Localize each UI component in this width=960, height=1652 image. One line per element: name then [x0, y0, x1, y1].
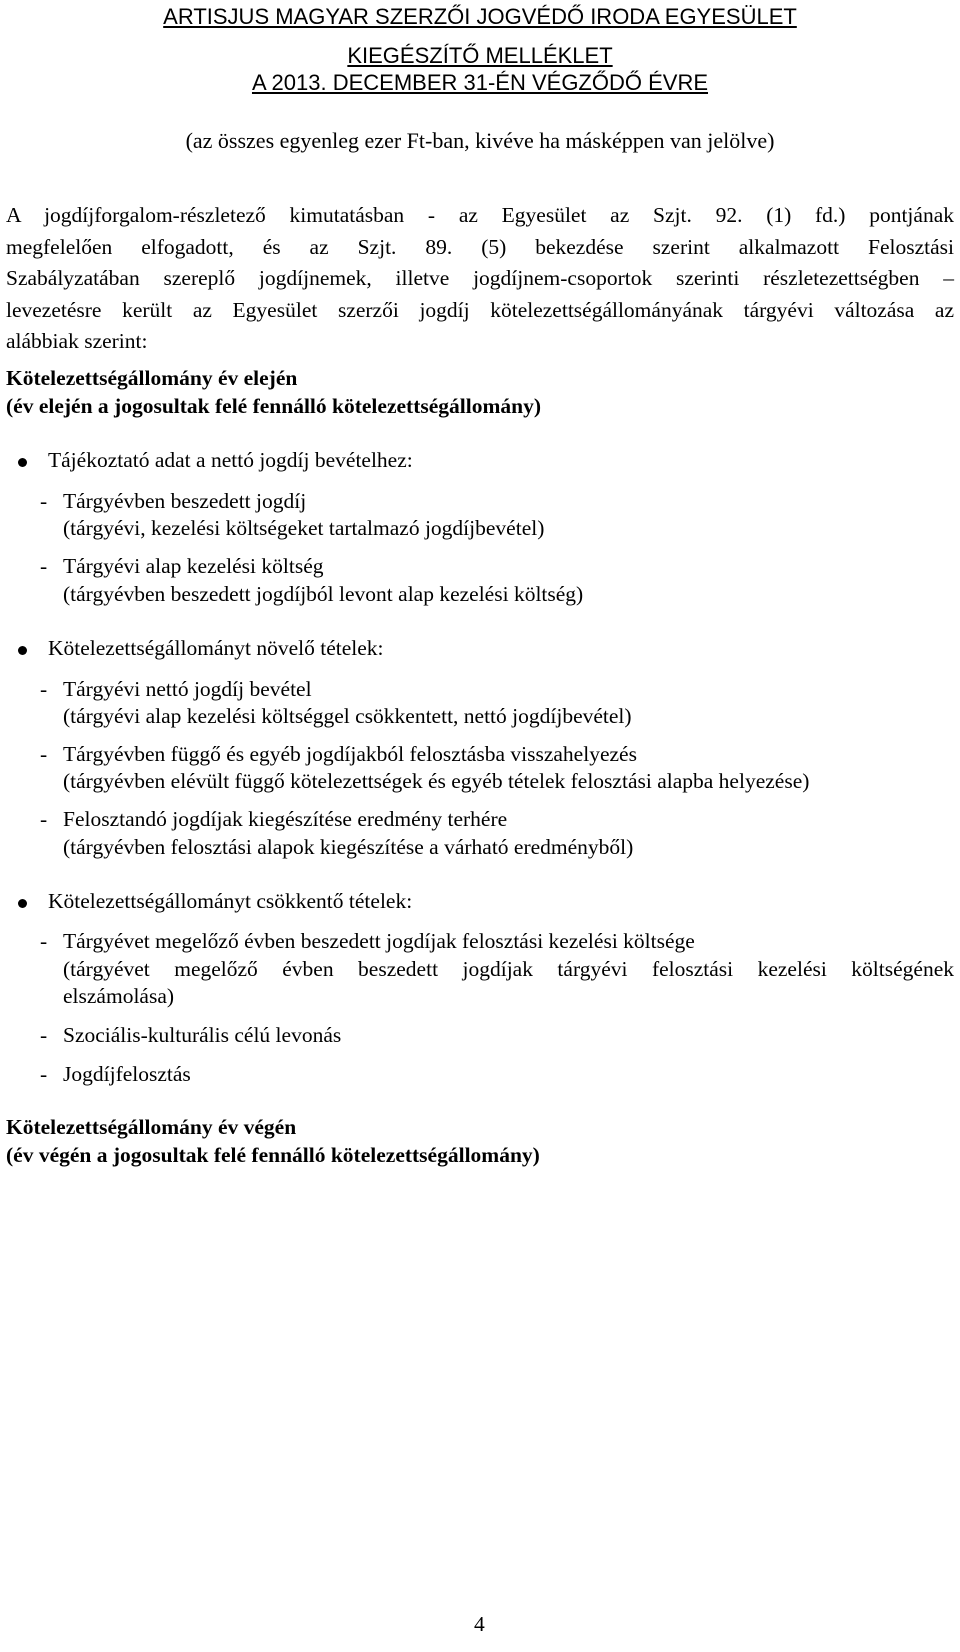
section-heading-decrease: Kötelezettségállományt csökkentő tételek: [48, 889, 413, 913]
intro-line: A jogdíjforgalom-részletező kimutatásban - az Egyesület az Szjt. 92. (1) fd.) pontjának [6, 203, 954, 227]
dash-marker: - [40, 929, 48, 953]
dash-marker: - [40, 1023, 48, 1047]
intro-line: alábbiak szerint: [6, 329, 148, 353]
dash-marker: - [40, 807, 48, 831]
item-label: Szociális-kulturális célú levonás [63, 1023, 342, 1047]
dash-marker: - [40, 677, 48, 701]
item-label: Tárgyévben beszedett jogdíj [63, 489, 307, 513]
closing-balance-title: Kötelezettségállomány év végén [6, 1115, 297, 1139]
closing-balance-subtitle: (év végén a jogosultak felé fennálló kötelezettségállomány) [6, 1143, 540, 1167]
opening-balance-subtitle: (év elején a jogosultak felé fennálló kötelezettségállomány) [6, 394, 541, 418]
intro-line: levezetésre került az Egyesület szerzői jogdíj kötelezettségállományának tárgyévi változása az [6, 297, 954, 322]
item-note: elszámolása) [63, 984, 175, 1008]
document-title: KIEGÉSZÍTŐ MELLÉKLET [347, 43, 613, 68]
dash-marker: - [40, 1062, 48, 1086]
section-heading-increase: Kötelezettségállományt növelő tételek: [48, 636, 384, 660]
dash-marker: - [40, 489, 48, 513]
item-label: Felosztandó jogdíjak kiegészítése eredmény terhére [63, 807, 508, 831]
intro-paragraph [6, 200, 954, 358]
bullet-icon [18, 646, 27, 655]
currency-note: (az összes egyenleg ezer Ft-ban, kivéve ha másképpen van jelölve) [185, 128, 775, 153]
bullet-icon [18, 458, 27, 467]
item-label: Tárgyévben függő és egyéb jogdíjakból felosztásba visszahelyezés [63, 742, 637, 766]
intro-line: Szabályzatában szereplő jogdíjnemek, illetve jogdíjnem-csoportok szerinti részletezettségben – [6, 266, 954, 290]
item-note: (tárgyévi alap kezelési költséggel csökkentett, nettó jogdíjbevétel) [63, 704, 632, 728]
item-label: Tárgyévi alap kezelési költség [63, 554, 324, 578]
intro-line: megfelelően elfogadott, és az Szjt. 89. (5) bekezdése szerint alkalmazott Felosztási [6, 234, 954, 259]
page-number: 4 [474, 1612, 485, 1636]
item-note: (tárgyévben felosztási alapok kiegészítése a várható eredményből) [63, 835, 634, 859]
organization-name: ARTISJUS MAGYAR SZERZŐI JOGVÉDŐ IRODA EGYESÜLET [163, 4, 797, 29]
item-note: (tárgyévet megelőző évben beszedett jogdíjak tárgyévi felosztási kezelési költségének [63, 957, 954, 981]
item-note: (tárgyévben beszedett jogdíjból levont alap kezelési költség) [63, 582, 584, 606]
opening-balance-title: Kötelezettségállomány év elején [6, 366, 298, 390]
item-label: Jogdíjfelosztás [63, 1062, 191, 1086]
bullet-icon [18, 899, 27, 908]
item-label: Tárgyévi nettó jogdíj bevétel [63, 677, 312, 701]
item-label: Tárgyévet megelőző évben beszedett jogdíjak felosztási kezelési költsége [63, 929, 695, 953]
item-note: (tárgyévi, kezelési költségeket tartalmazó jogdíjbevétel) [63, 516, 545, 540]
document-period: A 2013. DECEMBER 31-ÉN VÉGZŐDŐ ÉVRE [251, 70, 709, 95]
section-heading-info: Tájékoztató adat a nettó jogdíj bevételhez: [48, 448, 413, 472]
dash-marker: - [40, 742, 48, 766]
item-note: (tárgyévben elévült függő kötelezettségek és egyéb tételek felosztási alapba helyezése) [63, 769, 810, 793]
dash-marker: - [40, 554, 48, 578]
